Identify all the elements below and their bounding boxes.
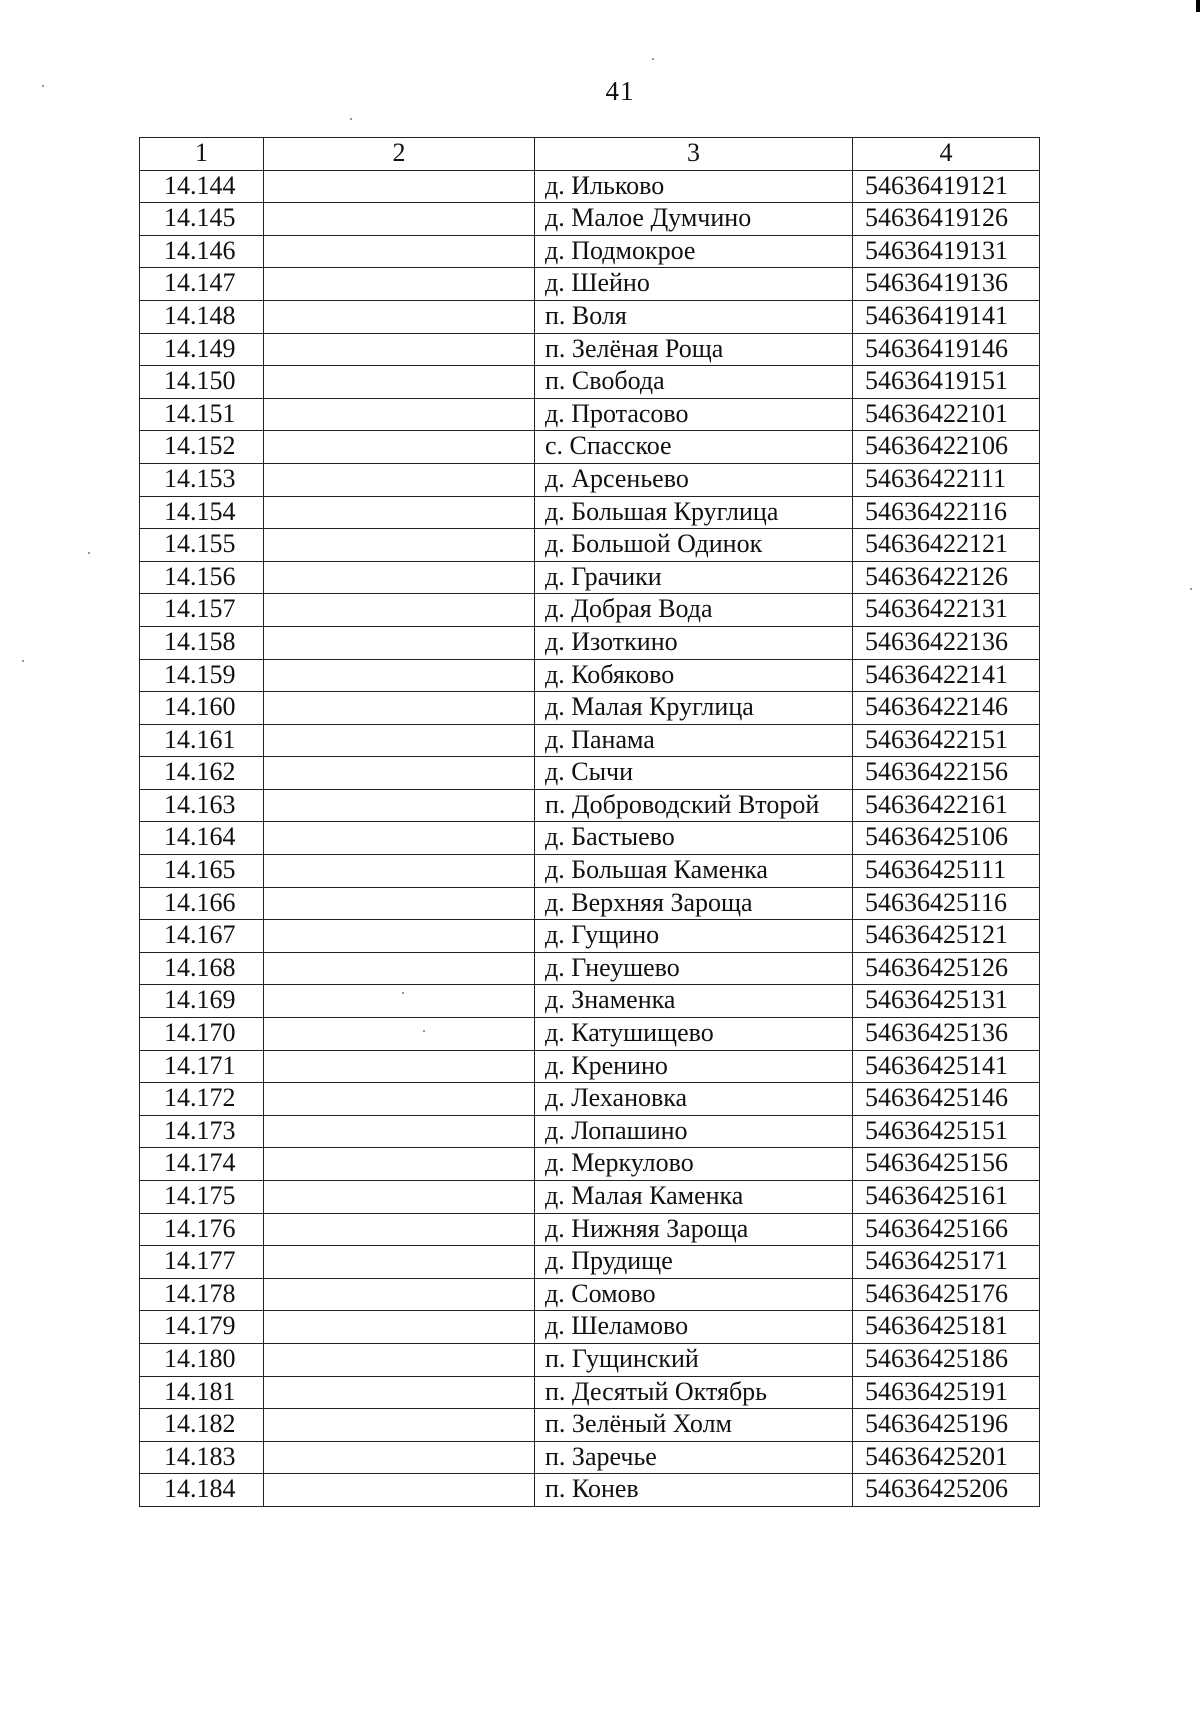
row-col2 xyxy=(264,1148,535,1181)
row-col2 xyxy=(264,561,535,594)
table-row xyxy=(140,463,1040,496)
row-number: 14.147 xyxy=(140,268,264,301)
row-col2 xyxy=(264,985,535,1018)
row-number: 14.184 xyxy=(140,1474,264,1507)
settlement-name: п. Зелёный Холм xyxy=(535,1409,853,1442)
settlement-name: д. Большой Одинок xyxy=(535,529,853,562)
oktmo-code: 54636425126 xyxy=(853,952,1040,985)
table-row xyxy=(140,920,1040,953)
oktmo-code: 54636425106 xyxy=(853,822,1040,855)
oktmo-code: 54636419136 xyxy=(853,268,1040,301)
settlement-name: п. Десятый Октябрь xyxy=(535,1376,853,1409)
row-number: 14.153 xyxy=(140,463,264,496)
settlement-name: д. Верхняя Зароща xyxy=(535,887,853,920)
table-row xyxy=(140,235,1040,268)
scan-edge-mark xyxy=(1196,0,1200,12)
oktmo-code: 54636425111 xyxy=(853,855,1040,888)
table-row xyxy=(140,1115,1040,1148)
row-col2 xyxy=(264,1246,535,1279)
row-number: 14.165 xyxy=(140,855,264,888)
table-row xyxy=(140,431,1040,464)
oktmo-code: 54636425121 xyxy=(853,920,1040,953)
row-number: 14.180 xyxy=(140,1343,264,1376)
row-col2 xyxy=(264,789,535,822)
settlement-name: с. Спасское xyxy=(535,431,853,464)
settlement-name: д. Изоткино xyxy=(535,626,853,659)
oktmo-code: 54636422106 xyxy=(853,431,1040,464)
oktmo-code: 54636422161 xyxy=(853,789,1040,822)
oktmo-code: 54636422111 xyxy=(853,463,1040,496)
table-row xyxy=(140,626,1040,659)
row-col2 xyxy=(264,659,535,692)
settlement-name: д. Шейно xyxy=(535,268,853,301)
row-number: 14.169 xyxy=(140,985,264,1018)
row-number: 14.183 xyxy=(140,1441,264,1474)
row-col2 xyxy=(264,496,535,529)
settlement-name: д. Меркулово xyxy=(535,1148,853,1181)
settlement-name: д. Лопашино xyxy=(535,1115,853,1148)
settlement-name: д. Добрая Вода xyxy=(535,594,853,627)
oktmo-code: 54636425171 xyxy=(853,1246,1040,1279)
row-number: 14.173 xyxy=(140,1115,264,1148)
settlement-name: п. Зелёная Роща xyxy=(535,333,853,366)
row-col2 xyxy=(264,1018,535,1051)
table-row xyxy=(140,1343,1040,1376)
row-number: 14.162 xyxy=(140,757,264,790)
scan-speck xyxy=(1190,588,1192,590)
page-number: 41 xyxy=(605,76,635,106)
oktmo-code: 54636419121 xyxy=(853,170,1040,203)
oktmo-code: 54636425116 xyxy=(853,887,1040,920)
settlement-name: д. Панама xyxy=(535,724,853,757)
oktmo-code: 54636422126 xyxy=(853,561,1040,594)
table-row xyxy=(140,1441,1040,1474)
table-body xyxy=(140,170,1040,1506)
settlement-name: д. Ильково xyxy=(535,170,853,203)
header-cell-3: 3 xyxy=(535,138,853,171)
table-row xyxy=(140,333,1040,366)
row-col2 xyxy=(264,1376,535,1409)
settlement-name: д. Гущино xyxy=(535,920,853,953)
table-row xyxy=(140,822,1040,855)
oktmo-code: 54636422146 xyxy=(853,692,1040,725)
row-number: 14.156 xyxy=(140,561,264,594)
settlement-name: д. Сомово xyxy=(535,1278,853,1311)
oktmo-code: 54636425206 xyxy=(853,1474,1040,1507)
row-number: 14.182 xyxy=(140,1409,264,1442)
settlement-name: д. Подмокрое xyxy=(535,235,853,268)
table-row xyxy=(140,757,1040,790)
table-row xyxy=(140,1474,1040,1507)
oktmo-code: 54636419146 xyxy=(853,333,1040,366)
oktmo-code: 54636422121 xyxy=(853,529,1040,562)
settlement-name: д. Грачики xyxy=(535,561,853,594)
row-col2 xyxy=(264,1343,535,1376)
table-row xyxy=(140,1018,1040,1051)
oktmo-code: 54636419131 xyxy=(853,235,1040,268)
row-number: 14.171 xyxy=(140,1050,264,1083)
row-number: 14.168 xyxy=(140,952,264,985)
oktmo-code: 54636422141 xyxy=(853,659,1040,692)
row-col2 xyxy=(264,1213,535,1246)
table-row xyxy=(140,1311,1040,1344)
settlement-name: д. Шеламово xyxy=(535,1311,853,1344)
oktmo-code: 54636425156 xyxy=(853,1148,1040,1181)
oktmo-code: 54636422156 xyxy=(853,757,1040,790)
oktmo-code: 54636425136 xyxy=(853,1018,1040,1051)
table-row xyxy=(140,985,1040,1018)
row-number: 14.151 xyxy=(140,398,264,431)
row-number: 14.150 xyxy=(140,366,264,399)
oktmo-code: 54636425166 xyxy=(853,1213,1040,1246)
row-number: 14.144 xyxy=(140,170,264,203)
table-row xyxy=(140,1278,1040,1311)
row-number: 14.175 xyxy=(140,1181,264,1214)
row-col2 xyxy=(264,822,535,855)
table-row xyxy=(140,1213,1040,1246)
row-col2 xyxy=(264,333,535,366)
header-cell-1: 1 xyxy=(140,138,264,171)
oktmo-code: 54636422101 xyxy=(853,398,1040,431)
table-row xyxy=(140,203,1040,236)
table-row xyxy=(140,268,1040,301)
table-header xyxy=(140,138,1040,171)
oktmo-code: 54636425161 xyxy=(853,1181,1040,1214)
oktmo-code: 54636422136 xyxy=(853,626,1040,659)
oktmo-code: 54636419126 xyxy=(853,203,1040,236)
oktmo-code: 54636419141 xyxy=(853,300,1040,333)
row-number: 14.155 xyxy=(140,529,264,562)
header-cell-2: 2 xyxy=(264,138,535,171)
row-col2 xyxy=(264,1311,535,1344)
table-row xyxy=(140,529,1040,562)
scan-speck xyxy=(423,1030,425,1032)
table-row xyxy=(140,398,1040,431)
row-number: 14.154 xyxy=(140,496,264,529)
oktmo-code: 54636425191 xyxy=(853,1376,1040,1409)
settlement-name: д. Кренино xyxy=(535,1050,853,1083)
row-col2 xyxy=(264,398,535,431)
settlement-name: д. Бастыево xyxy=(535,822,853,855)
settlement-name: д. Арсеньево xyxy=(535,463,853,496)
row-number: 14.145 xyxy=(140,203,264,236)
row-col2 xyxy=(264,235,535,268)
row-number: 14.158 xyxy=(140,626,264,659)
row-number: 14.174 xyxy=(140,1148,264,1181)
row-number: 14.157 xyxy=(140,594,264,627)
table-row xyxy=(140,659,1040,692)
oktmo-code: 54636419151 xyxy=(853,366,1040,399)
settlement-name: п. Доброводский Второй xyxy=(535,789,853,822)
settlement-name: д. Большая Круглица xyxy=(535,496,853,529)
settlement-name: д. Катушищево xyxy=(535,1018,853,1051)
settlement-name: д. Нижняя Зароща xyxy=(535,1213,853,1246)
row-col2 xyxy=(264,1409,535,1442)
row-number: 14.146 xyxy=(140,235,264,268)
row-number: 14.179 xyxy=(140,1311,264,1344)
settlements-table xyxy=(139,137,1040,1507)
settlement-name: п. Гущинский xyxy=(535,1343,853,1376)
table-row xyxy=(140,300,1040,333)
scan-speck xyxy=(88,552,90,554)
table-row xyxy=(140,1181,1040,1214)
settlement-name: д. Малая Каменка xyxy=(535,1181,853,1214)
row-number: 14.149 xyxy=(140,333,264,366)
settlement-name: д. Гнеушево xyxy=(535,952,853,985)
row-number: 14.164 xyxy=(140,822,264,855)
scan-speck xyxy=(402,992,404,994)
table-row xyxy=(140,496,1040,529)
oktmo-code: 54636425186 xyxy=(853,1343,1040,1376)
row-col2 xyxy=(264,463,535,496)
row-number: 14.159 xyxy=(140,659,264,692)
table-row xyxy=(140,1376,1040,1409)
row-number: 14.178 xyxy=(140,1278,264,1311)
scan-speck xyxy=(42,85,44,87)
row-col2 xyxy=(264,1474,535,1507)
settlement-name: д. Малое Думчино xyxy=(535,203,853,236)
table-row xyxy=(140,561,1040,594)
table-row xyxy=(140,170,1040,203)
row-number: 14.170 xyxy=(140,1018,264,1051)
settlement-name: д. Протасово xyxy=(535,398,853,431)
table-row xyxy=(140,724,1040,757)
header-row xyxy=(140,138,1040,171)
oktmo-code: 54636422131 xyxy=(853,594,1040,627)
row-col2 xyxy=(264,366,535,399)
row-col2 xyxy=(264,1050,535,1083)
table-row xyxy=(140,366,1040,399)
scan-speck xyxy=(652,58,654,60)
settlement-name: д. Прудище xyxy=(535,1246,853,1279)
row-col2 xyxy=(264,757,535,790)
row-number: 14.160 xyxy=(140,692,264,725)
table-row xyxy=(140,594,1040,627)
row-number: 14.176 xyxy=(140,1213,264,1246)
row-col2 xyxy=(264,887,535,920)
settlement-name: д. Малая Круглица xyxy=(535,692,853,725)
oktmo-code: 54636422116 xyxy=(853,496,1040,529)
row-number: 14.172 xyxy=(140,1083,264,1116)
row-col2 xyxy=(264,1278,535,1311)
row-number: 14.152 xyxy=(140,431,264,464)
settlement-name: п. Воля xyxy=(535,300,853,333)
oktmo-code: 54636425151 xyxy=(853,1115,1040,1148)
row-col2 xyxy=(264,1181,535,1214)
row-col2 xyxy=(264,724,535,757)
table-row xyxy=(140,1148,1040,1181)
scan-speck xyxy=(350,118,352,120)
oktmo-code: 54636425176 xyxy=(853,1278,1040,1311)
settlement-name: д. Сычи xyxy=(535,757,853,790)
settlement-name: д. Знаменка xyxy=(535,985,853,1018)
row-col2 xyxy=(264,952,535,985)
table-row xyxy=(140,789,1040,822)
settlement-name: д. Лехановка xyxy=(535,1083,853,1116)
row-col2 xyxy=(264,1441,535,1474)
scan-speck xyxy=(22,660,24,662)
row-col2 xyxy=(264,855,535,888)
row-number: 14.163 xyxy=(140,789,264,822)
oktmo-code: 54636425141 xyxy=(853,1050,1040,1083)
oktmo-code: 54636425146 xyxy=(853,1083,1040,1116)
table-row xyxy=(140,887,1040,920)
settlement-name: п. Свобода xyxy=(535,366,853,399)
row-col2 xyxy=(264,170,535,203)
table-row xyxy=(140,1246,1040,1279)
table-row xyxy=(140,855,1040,888)
row-number: 14.148 xyxy=(140,300,264,333)
settlement-name: п. Заречье xyxy=(535,1441,853,1474)
row-col2 xyxy=(264,1083,535,1116)
header-cell-4: 4 xyxy=(853,138,1040,171)
table-row xyxy=(140,952,1040,985)
row-number: 14.177 xyxy=(140,1246,264,1279)
table-row xyxy=(140,692,1040,725)
oktmo-code: 54636425131 xyxy=(853,985,1040,1018)
oktmo-code: 54636425181 xyxy=(853,1311,1040,1344)
settlement-name: д. Кобяково xyxy=(535,659,853,692)
oktmo-code: 54636422151 xyxy=(853,724,1040,757)
row-col2 xyxy=(264,203,535,236)
row-col2 xyxy=(264,920,535,953)
row-col2 xyxy=(264,268,535,301)
oktmo-code: 54636425196 xyxy=(853,1409,1040,1442)
row-col2 xyxy=(264,594,535,627)
row-number: 14.181 xyxy=(140,1376,264,1409)
table-row xyxy=(140,1050,1040,1083)
row-number: 14.167 xyxy=(140,920,264,953)
table-row xyxy=(140,1083,1040,1116)
row-col2 xyxy=(264,692,535,725)
row-col2 xyxy=(264,529,535,562)
oktmo-code: 54636425201 xyxy=(853,1441,1040,1474)
row-col2 xyxy=(264,1115,535,1148)
row-col2 xyxy=(264,300,535,333)
row-col2 xyxy=(264,431,535,464)
settlement-name: д. Большая Каменка xyxy=(535,855,853,888)
settlement-name: п. Конев xyxy=(535,1474,853,1507)
row-number: 14.166 xyxy=(140,887,264,920)
row-number: 14.161 xyxy=(140,724,264,757)
row-col2 xyxy=(264,626,535,659)
table-row xyxy=(140,1409,1040,1442)
